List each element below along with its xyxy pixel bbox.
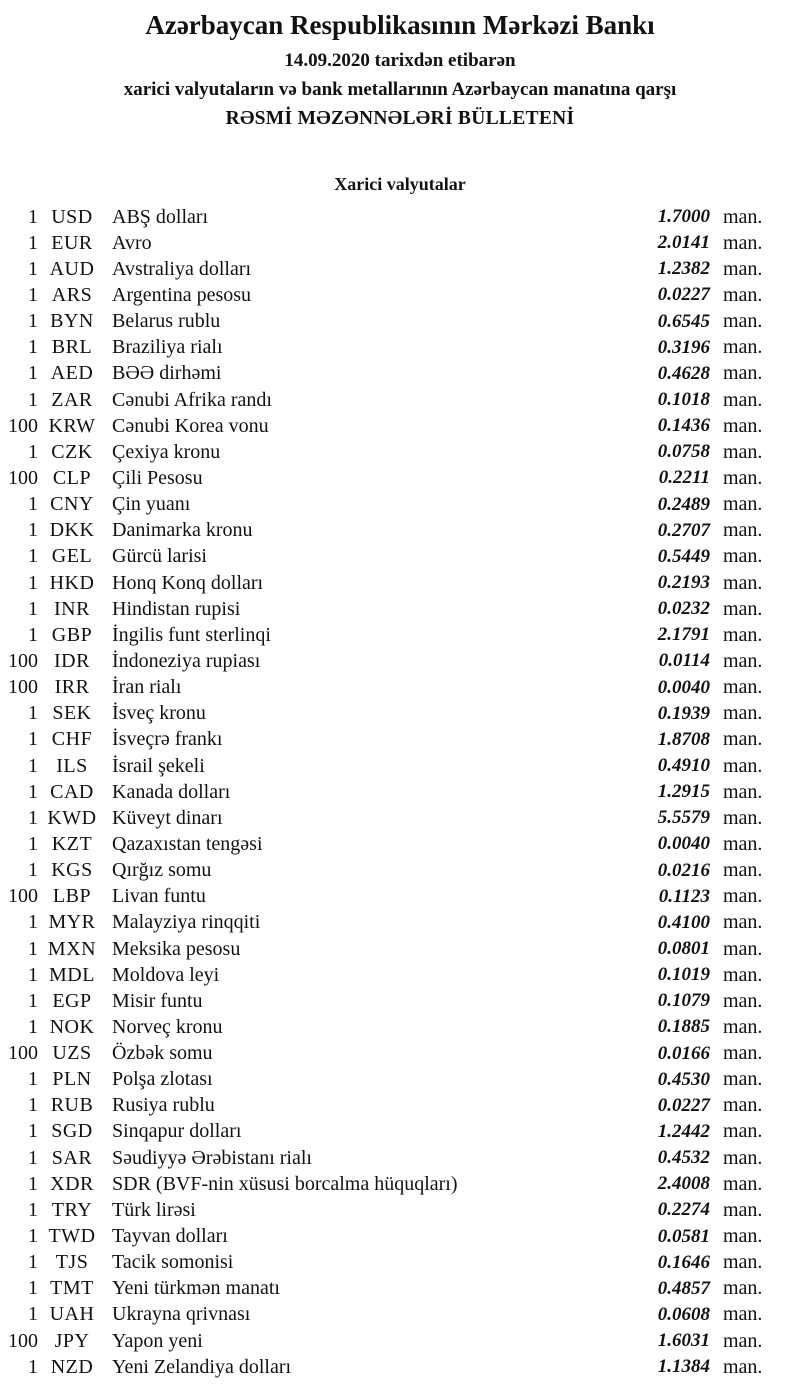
currency-code-cell: KGS: [51, 859, 93, 882]
unit-cell: man.: [723, 519, 763, 542]
currency-code-cell: CLP: [52, 466, 92, 489]
unit-cell: man.: [723, 911, 763, 934]
rate-value-cell: 0.0758: [657, 441, 710, 463]
table-row: [0, 1197, 766, 1223]
currency-code-cell: KRW: [48, 414, 96, 437]
quantity-cell: 1: [28, 702, 38, 725]
unit-cell: man.: [723, 466, 763, 489]
currency-code-cell: UAH: [49, 1303, 95, 1326]
currency-code-cell: MXN: [47, 937, 97, 960]
quantity-cell: 1: [28, 519, 38, 542]
currency-code-cell: DKK: [49, 519, 95, 542]
rate-value-cell: 0.0216: [657, 859, 710, 881]
currency-code-cell: GBP: [51, 623, 93, 646]
rate-value-cell: 0.1079: [657, 990, 710, 1012]
table-row: [0, 962, 766, 988]
currency-name-cell: BƏƏ dirhəmi: [112, 362, 222, 385]
table-row: [0, 492, 766, 518]
currency-code-cell: EUR: [51, 231, 93, 254]
currency-code-cell: CHF: [51, 728, 93, 751]
unit-cell: man.: [723, 1068, 763, 1091]
currency-code-cell: BRL: [51, 336, 93, 359]
table-row: [0, 884, 766, 910]
rate-value-cell: 1.1384: [657, 1356, 710, 1378]
rate-value-cell: 0.1018: [657, 389, 710, 411]
rate-value-cell: 0.3196: [657, 336, 710, 358]
currency-name-cell: Avro: [112, 231, 152, 254]
quantity-cell: 1: [28, 859, 38, 882]
bulletin-header: [0, 0, 800, 130]
table-row: [0, 1250, 766, 1276]
table-row: [0, 858, 766, 884]
currency-code-cell: SAR: [51, 1146, 93, 1169]
quantity-cell: 1: [28, 362, 38, 385]
unit-cell: man.: [723, 597, 763, 620]
section-title-foreign-currencies: Xarici valyutalar: [334, 174, 466, 194]
unit-cell: man.: [723, 780, 763, 803]
quantity-cell: 1: [28, 1094, 38, 1117]
unit-cell: man.: [723, 754, 763, 777]
table-row: [0, 1041, 766, 1067]
unit-cell: man.: [723, 1120, 763, 1143]
unit-cell: man.: [723, 257, 763, 280]
quantity-cell: 1: [28, 1146, 38, 1169]
rate-value-cell: 0.6545: [657, 310, 710, 332]
quantity-cell: 100: [8, 885, 38, 908]
rate-value-cell: 0.1646: [657, 1251, 710, 1273]
currency-name-cell: Moldova leyi: [112, 963, 220, 986]
rate-value-cell: 2.4008: [657, 1173, 710, 1195]
table-row: [0, 622, 766, 648]
currency-name-cell: Misir funtu: [112, 989, 203, 1012]
quantity-cell: 1: [28, 911, 38, 934]
rate-value-cell: 0.0040: [657, 833, 710, 855]
unit-cell: man.: [723, 937, 763, 960]
quantity-cell: 1: [28, 205, 38, 228]
currency-name-cell: Belarus rublu: [112, 310, 221, 333]
currency-name-cell: İndoneziya rupiası: [112, 649, 261, 672]
quantity-cell: 1: [28, 283, 38, 306]
table-row: [0, 1276, 766, 1302]
unit-cell: man.: [723, 336, 763, 359]
rates-table: [0, 204, 766, 1380]
quantity-cell: 1: [28, 1303, 38, 1326]
table-row: [0, 465, 766, 491]
quantity-cell: 1: [28, 780, 38, 803]
currency-name-cell: İsveç kronu: [112, 702, 206, 725]
currency-code-cell: TMT: [50, 1277, 94, 1300]
unit-cell: man.: [723, 963, 763, 986]
rate-value-cell: 2.1791: [657, 624, 710, 646]
quantity-cell: 1: [28, 963, 38, 986]
rate-value-cell: 1.7000: [657, 206, 710, 228]
currency-name-cell: Səudiyyə Ərəbistanı rialı: [112, 1146, 312, 1169]
unit-cell: man.: [723, 1277, 763, 1300]
table-row: [0, 544, 766, 570]
currency-name-cell: Rusiya rublu: [112, 1094, 215, 1117]
currency-name-cell: İngilis funt sterlinqi: [112, 623, 271, 646]
table-row: [0, 1223, 766, 1249]
table-row: [0, 1119, 766, 1145]
currency-code-cell: RUB: [50, 1094, 94, 1117]
quantity-cell: 1: [28, 989, 38, 1012]
quantity-cell: 1: [28, 1015, 38, 1038]
currency-code-cell: AUD: [49, 257, 95, 280]
unit-cell: man.: [723, 231, 763, 254]
currency-code-cell: TJS: [55, 1251, 89, 1274]
currency-name-cell: Meksika pesosu: [112, 937, 241, 960]
unit-cell: man.: [723, 362, 763, 385]
table-row: [0, 204, 766, 230]
unit-cell: man.: [723, 414, 763, 437]
currency-code-cell: TWD: [48, 1225, 96, 1248]
unit-cell: man.: [723, 1225, 763, 1248]
rate-value-cell: 0.1019: [657, 964, 710, 986]
rate-value-cell: 0.2211: [658, 467, 710, 489]
currency-code-cell: TRY: [51, 1198, 93, 1221]
quantity-cell: 1: [28, 493, 38, 516]
currency-code-cell: PLN: [52, 1068, 92, 1091]
currency-code-cell: ARS: [51, 283, 93, 306]
rate-value-cell: 0.4857: [657, 1277, 710, 1299]
currency-name-cell: Çin yuanı: [112, 493, 191, 516]
currency-name-cell: Norveç kronu: [112, 1015, 223, 1038]
unit-cell: man.: [723, 728, 763, 751]
table-row: [0, 988, 766, 1014]
currency-code-cell: NZD: [50, 1355, 94, 1378]
quantity-cell: 1: [28, 1355, 38, 1378]
currency-code-cell: KWD: [47, 806, 97, 829]
currency-code-cell: ZAR: [51, 388, 93, 411]
table-row: [0, 256, 766, 282]
quantity-cell: 1: [28, 1198, 38, 1221]
table-row: [0, 779, 766, 805]
rate-value-cell: 0.0114: [658, 650, 710, 672]
currency-code-cell: JPY: [54, 1329, 90, 1352]
unit-cell: man.: [723, 571, 763, 594]
currency-name-cell: İran rialı: [112, 676, 182, 699]
unit-cell: man.: [723, 440, 763, 463]
rate-value-cell: 0.0801: [657, 938, 710, 959]
quantity-cell: 100: [8, 1329, 38, 1352]
quantity-cell: 100: [8, 676, 38, 699]
table-row: [0, 1171, 766, 1197]
quantity-cell: 1: [28, 806, 38, 829]
table-row: [0, 1354, 766, 1380]
currency-code-cell: XDR: [50, 1172, 94, 1195]
currency-name-cell: Braziliya rialı: [112, 336, 223, 359]
unit-cell: man.: [723, 1146, 763, 1169]
currency-name-cell: Yapon yeni: [112, 1329, 203, 1352]
unit-cell: man.: [723, 1094, 763, 1117]
quantity-cell: 1: [28, 440, 38, 463]
currency-name-cell: SDR (BVF-nin xüsusi borcalma hüquqları): [112, 1172, 458, 1195]
currency-code-cell: HKD: [49, 571, 95, 594]
currency-code-cell: EGP: [52, 989, 92, 1012]
currency-code-cell: IDR: [54, 649, 90, 672]
rate-value-cell: 0.0166: [657, 1042, 710, 1064]
quantity-cell: 1: [28, 310, 38, 333]
currency-name-cell: Honq Konq dolları: [112, 571, 264, 594]
quantity-cell: 1: [28, 231, 38, 254]
rate-value-cell: 0.0227: [657, 1094, 710, 1116]
currency-code-cell: BYN: [50, 310, 94, 333]
currency-name-cell: Tayvan dolları: [112, 1225, 228, 1248]
quantity-cell: 100: [8, 414, 38, 437]
currency-name-cell: Hindistan rupisi: [112, 597, 241, 620]
rate-value-cell: 0.4530: [657, 1068, 710, 1090]
unit-cell: man.: [723, 310, 763, 333]
table-row: [0, 701, 766, 727]
quantity-cell: 1: [28, 336, 38, 359]
unit-cell: man.: [723, 388, 763, 411]
currency-code-cell: IRR: [54, 676, 90, 699]
currency-name-cell: Küveyt dinarı: [112, 806, 223, 829]
unit-cell: man.: [723, 885, 763, 908]
quantity-cell: 1: [28, 832, 38, 855]
rate-value-cell: 0.4532: [657, 1147, 710, 1169]
unit-cell: man.: [723, 283, 763, 306]
quantity-cell: 1: [28, 623, 38, 646]
currency-code-cell: CNY: [50, 493, 94, 516]
table-row: [0, 309, 766, 335]
unit-cell: man.: [723, 1355, 763, 1378]
rate-value-cell: 0.0232: [657, 598, 710, 620]
table-row: [0, 805, 766, 831]
table-row: [0, 439, 766, 465]
currency-name-cell: Cənubi Afrika randı: [112, 388, 272, 411]
rate-value-cell: 1.2915: [657, 781, 710, 803]
unit-cell: man.: [723, 205, 763, 228]
table-row: [0, 831, 766, 857]
rate-value-cell: 0.2193: [657, 572, 710, 594]
unit-cell: man.: [723, 1172, 763, 1195]
currency-name-cell: Özbək somu: [112, 1042, 213, 1065]
table-row: [0, 1328, 766, 1354]
currency-name-cell: Yeni türkmən manatı: [112, 1277, 280, 1300]
currency-name-cell: Argentina pesosu: [112, 283, 252, 306]
quantity-cell: 1: [28, 597, 38, 620]
table-row: [0, 230, 766, 256]
unit-cell: man.: [723, 623, 763, 646]
rate-value-cell: 1.2442: [657, 1120, 710, 1142]
bulletin-subtitle: xarici valyutaların və bank metallarının Azərbaycan manatına qarşı: [123, 79, 677, 100]
currency-name-cell: Sinqapur dolları: [112, 1120, 242, 1143]
quantity-cell: 1: [28, 1172, 38, 1195]
table-row: [0, 1302, 766, 1328]
currency-name-cell: Yeni Zelandiya dolları: [112, 1355, 292, 1378]
unit-cell: man.: [723, 676, 763, 699]
rate-value-cell: 0.0040: [657, 676, 710, 698]
rate-value-cell: 0.1939: [657, 702, 710, 724]
quantity-cell: 1: [28, 388, 38, 411]
unit-cell: man.: [723, 493, 763, 516]
table-row: [0, 1093, 766, 1119]
table-row: [0, 910, 766, 936]
currency-name-cell: Avstraliya dolları: [112, 257, 252, 280]
unit-cell: man.: [723, 1015, 763, 1038]
rate-value-cell: 0.2707: [657, 519, 710, 541]
table-row: [0, 727, 766, 753]
unit-cell: man.: [723, 1042, 763, 1065]
quantity-cell: 1: [28, 754, 38, 777]
quantity-cell: 1: [28, 257, 38, 280]
currency-code-cell: SEK: [52, 702, 92, 725]
rate-value-cell: 0.2274: [657, 1199, 710, 1221]
currency-code-cell: MDL: [49, 963, 95, 986]
currency-name-cell: Çili Pesosu: [112, 466, 203, 489]
rate-value-cell: 0.1123: [658, 885, 710, 907]
table-row: [0, 675, 766, 701]
table-row: [0, 1145, 766, 1171]
quantity-cell: 1: [28, 545, 38, 568]
currency-name-cell: Danimarka kronu: [112, 519, 253, 542]
quantity-cell: 1: [28, 1251, 38, 1274]
currency-code-cell: LBP: [52, 885, 92, 908]
table-row: [0, 936, 766, 962]
quantity-cell: 100: [8, 466, 38, 489]
currency-name-cell: Livan funtu: [112, 885, 206, 908]
unit-cell: man.: [723, 1329, 763, 1352]
currency-code-cell: KZT: [51, 832, 93, 855]
table-row: [0, 282, 766, 308]
currency-name-cell: Qazaxıstan tengəsi: [112, 832, 263, 855]
table-row: [0, 753, 766, 779]
currency-code-cell: NOK: [49, 1015, 95, 1038]
quantity-cell: 100: [8, 1042, 38, 1065]
rate-value-cell: 0.0227: [657, 284, 710, 306]
table-row: [0, 570, 766, 596]
rate-value-cell: 0.5449: [657, 545, 710, 567]
currency-code-cell: UZS: [52, 1042, 92, 1065]
rate-value-cell: 0.4628: [657, 362, 710, 384]
rate-value-cell: 5.5579: [657, 807, 710, 829]
unit-cell: man.: [723, 832, 763, 855]
quantity-cell: 1: [28, 1068, 38, 1091]
unit-cell: man.: [723, 702, 763, 725]
table-row: [0, 596, 766, 622]
currency-code-cell: CAD: [50, 780, 94, 803]
currency-code-cell: SGD: [51, 1120, 93, 1143]
table-row: [0, 413, 766, 439]
quantity-cell: 1: [28, 728, 38, 751]
rate-value-cell: 0.1885: [657, 1016, 710, 1038]
currency-name-cell: Çexiya kronu: [112, 440, 221, 463]
unit-cell: man.: [723, 649, 763, 672]
rate-value-cell: 0.4910: [657, 755, 710, 777]
currency-code-cell: INR: [54, 597, 90, 620]
currency-name-cell: İsrail şekeli: [112, 754, 205, 777]
table-row: [0, 361, 766, 387]
quantity-cell: 1: [28, 1120, 38, 1143]
quantity-cell: 1: [28, 571, 38, 594]
rate-value-cell: 0.0581: [657, 1225, 710, 1247]
rate-value-cell: 0.1436: [657, 415, 710, 437]
currency-name-cell: Ukrayna qrivnası: [112, 1303, 251, 1326]
unit-cell: man.: [723, 859, 763, 882]
currency-name-cell: Polşa zlotası: [112, 1068, 213, 1091]
currency-name-cell: Tacik somonisi: [112, 1251, 234, 1274]
effective-date-line: 14.09.2020 tarixdən etibarən: [284, 50, 516, 71]
currency-name-cell: Malayziya rinqqiti: [112, 911, 261, 934]
table-row: [0, 518, 766, 544]
rate-value-cell: 0.2489: [657, 493, 710, 515]
unit-cell: man.: [723, 989, 763, 1012]
unit-cell: man.: [723, 1251, 763, 1274]
currency-name-cell: Kanada dolları: [112, 780, 231, 803]
table-row: [0, 387, 766, 413]
quantity-cell: 1: [28, 1277, 38, 1300]
table-row: [0, 648, 766, 674]
quantity-cell: 1: [28, 1225, 38, 1248]
unit-cell: man.: [723, 806, 763, 829]
currency-name-cell: İsveçrə frankı: [112, 728, 223, 751]
currency-name-cell: Gürcü larisi: [112, 545, 207, 568]
rate-value-cell: 1.6031: [657, 1330, 710, 1352]
rate-value-cell: 2.0141: [657, 232, 710, 254]
currency-code-cell: CZK: [51, 440, 93, 463]
table-row: [0, 335, 766, 361]
currency-code-cell: MYR: [48, 911, 96, 934]
unit-cell: man.: [723, 1303, 763, 1326]
currency-code-cell: GEL: [51, 545, 93, 568]
page-title: Azərbaycan Respublikasının Mərkəzi Bankı: [145, 10, 655, 40]
unit-cell: man.: [723, 545, 763, 568]
quantity-cell: 100: [8, 649, 38, 672]
rate-value-cell: 1.2382: [657, 258, 710, 280]
currency-code-cell: ILS: [56, 754, 88, 777]
rate-value-cell: 1.8708: [657, 728, 710, 750]
rate-value-cell: 0.0608: [657, 1303, 710, 1325]
table-row: [0, 1067, 766, 1093]
currency-name-cell: Qırğız somu: [112, 859, 212, 882]
unit-cell: man.: [723, 1198, 763, 1221]
currency-code-cell: AED: [50, 362, 94, 385]
bulletin-name: RƏSMİ MƏZƏNNƏLƏRİ BÜLLETENİ: [225, 108, 575, 129]
table-row: [0, 1014, 766, 1040]
quantity-cell: 1: [28, 937, 38, 960]
rate-value-cell: 0.4100: [657, 911, 710, 933]
currency-name-cell: Türk lirəsi: [112, 1198, 196, 1221]
currency-name-cell: Cənubi Korea vonu: [112, 414, 269, 437]
currency-code-cell: USD: [51, 205, 93, 228]
currency-name-cell: ABŞ dolları: [112, 205, 209, 228]
